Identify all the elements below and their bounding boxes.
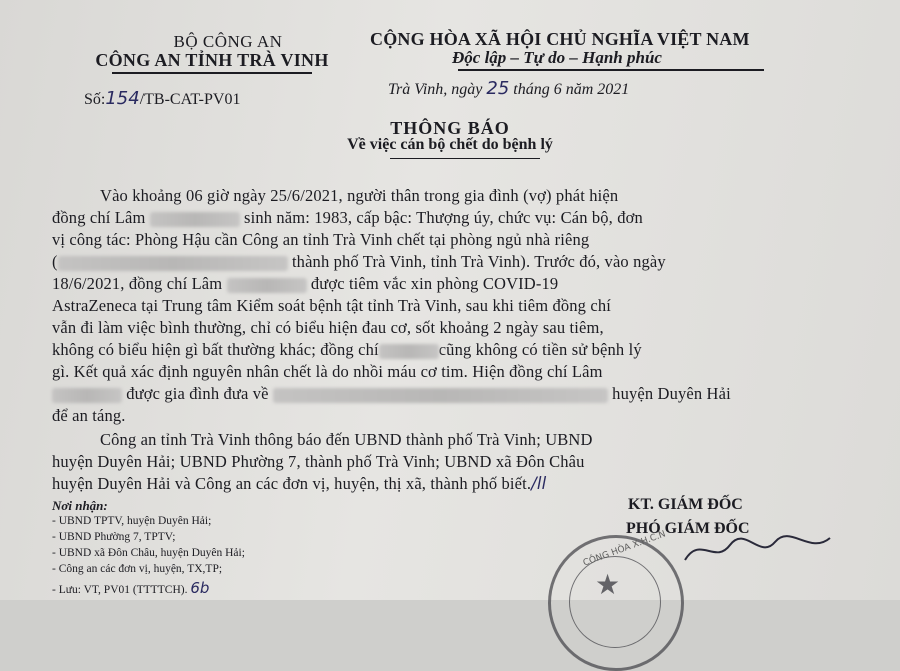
agency-name: CÔNG AN TỈNH TRÀ VINH <box>95 50 329 70</box>
redacted-name <box>227 278 307 293</box>
body-line: vẫn đi làm việc bình thường, chỉ có biểu hiện đau cơ, sốt khoảng 2 ngày sau tiêm, <box>52 318 604 337</box>
redacted-address <box>58 256 288 271</box>
archive-handwritten: 6b <box>190 579 210 597</box>
body-line: được gia đình đưa về huyện Duyên Hải <box>52 384 731 404</box>
body-line: 18/6/2021, đồng chí Lâm được tiêm vắc xin phòng COVID-19 <box>52 274 559 293</box>
subject-underline <box>390 158 540 159</box>
recipient-item: - Công an các đơn vị, huyện, TX,TP; <box>52 563 223 575</box>
body-line: gì. Kết quả xác định nguyên nhân chết là do nhồi máu cơ tim. Hiện đồng chí Lâm <box>52 362 603 381</box>
handwritten-signature <box>680 530 860 570</box>
official-seal <box>548 529 684 671</box>
recipient-item: - UBND TPTV, huyện Duyên Hải; <box>52 515 212 527</box>
recipient-item: - Lưu: VT, PV01 (TTTTCH). 6b <box>52 579 210 597</box>
national-motto: Độc lập – Tự do – Hạnh phúc <box>452 48 662 67</box>
body-line: ( thành phố Trà Vinh, tỉnh Trà Vinh). Trước đó, vào ngày <box>52 252 666 271</box>
star-icon: ★ <box>595 570 621 601</box>
doc-no-handwritten: 154 <box>105 88 140 109</box>
document-subject: Về việc cán bộ chết do bệnh lý <box>347 136 553 153</box>
date-suffix: tháng 6 năm 2021 <box>513 81 630 98</box>
redacted-name <box>52 388 122 403</box>
signature-title-line2: PHÓ GIÁM ĐỐC <box>626 520 750 537</box>
body-line: để an táng. <box>52 406 126 425</box>
date-prefix: Trà Vinh, ngày <box>388 81 483 98</box>
recipient-item: - UBND Phường 7, TPTV; <box>52 531 176 543</box>
redacted-address <box>273 388 608 403</box>
body-line: AstraZeneca tại Trung tâm Kiểm soát bệnh tật tỉnh Trà Vinh, sau khi tiêm đồng chí <box>52 296 611 315</box>
body-line: Công an tỉnh Trà Vinh thông báo đến UBND thành phố Trà Vinh; UBND <box>100 430 593 449</box>
recipient-item: - UBND xã Đôn Châu, huyện Duyên Hải; <box>52 547 245 559</box>
ministry-name: BỘ CÔNG AN <box>173 32 283 51</box>
document-number <box>84 88 240 109</box>
redacted-name <box>150 212 240 227</box>
redacted-name <box>379 344 439 359</box>
body-line: Vào khoảng 06 giờ ngày 25/6/2021, người thân trong gia đình (vợ) phát hiện <box>100 186 619 205</box>
doc-no-suffix: /TB-CAT-PV01 <box>139 91 241 108</box>
seal-text: CÔNG HÒA X.H.C.N <box>581 529 668 569</box>
agency-underline <box>112 72 312 74</box>
recipients-heading: Nơi nhận: <box>52 498 108 513</box>
body-line: huyện Duyên Hải và Công an các đơn vị, huyện, thị xã, thành phố biết./ll <box>52 474 547 493</box>
body-line: vị công tác: Phòng Hậu cần Công an tỉnh Trà Vinh chết tại phòng ngủ nhà riêng <box>52 230 590 249</box>
date-line <box>388 78 629 99</box>
motto-underline <box>458 69 764 71</box>
body-line: đồng chí Lâm sinh năm: 1983, cấp bậc: Thượng úy, chức vụ: Cán bộ, đơn <box>52 208 643 227</box>
body-line: không có biểu hiện gì bất thường khác; đồng chí cũng không có tiền sử bệnh lý <box>52 340 642 359</box>
doc-no-prefix: Số: <box>84 91 106 108</box>
country-name: CỘNG HÒA XÃ HỘI CHỦ NGHĨA VIỆT NAM <box>370 29 750 49</box>
date-day-handwritten: 25 <box>486 78 510 99</box>
signature-title-line1: KT. GIÁM ĐỐC <box>628 496 743 513</box>
document-title: THÔNG BÁO <box>390 118 510 138</box>
body-line: huyện Duyên Hải; UBND Phường 7, thành phố Trà Vinh; UBND xã Đôn Châu <box>52 452 585 471</box>
handwritten-mark: /ll <box>531 474 547 493</box>
